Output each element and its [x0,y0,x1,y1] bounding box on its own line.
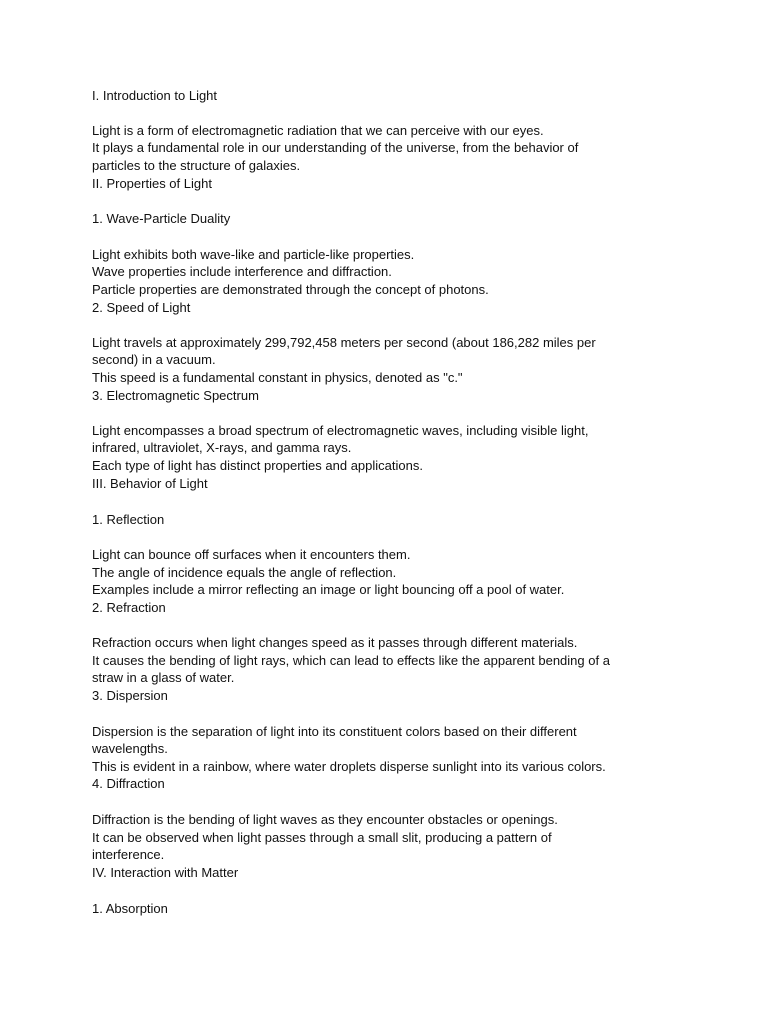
paragraph-line: Light can bounce off surfaces when it encounters them. [92,547,411,562]
paragraph-line: This speed is a fundamental constant in physics, denoted as "c." [92,370,463,385]
paragraph-line: Examples include a mirror reflecting an image or light bouncing off a pool of water. [92,582,565,597]
paragraph-line: Particle properties are demonstrated through the concept of photons. [92,282,489,297]
paragraph-line: The angle of incidence equals the angle of reflection. [92,565,397,580]
subheading-refraction: 2. Refraction [92,600,166,615]
paragraph-line: Wave properties include interference and diffraction. [92,264,392,279]
paragraph-line: second) in a vacuum. [92,352,216,367]
paragraph-line: Refraction occurs when light changes speed as it passes through different materials. [92,635,578,650]
paragraph-line: Dispersion is the separation of light into its constituent colors based on their different [92,724,577,739]
paragraph-line: It can be observed when light passes through a small slit, producing a pattern of [92,830,552,845]
paragraph-line: Diffraction is the bending of light waves as they encounter obstacles or openings. [92,812,558,827]
paragraph-line: interference. [92,847,165,862]
paragraph-line: Light travels at approximately 299,792,458 meters per second (about 186,282 miles per [92,335,596,350]
subheading-reflection: 1. Reflection [92,512,165,527]
heading-behavior: III. Behavior of Light [92,476,208,491]
subheading-absorption: 1. Absorption [92,901,168,916]
paragraph-line: Light exhibits both wave-like and particle-like properties. [92,247,415,262]
subheading-diffraction: 4. Diffraction [92,776,165,791]
paragraph-line: particles to the structure of galaxies. [92,158,301,173]
heading-properties: II. Properties of Light [92,176,212,191]
paragraph-line: It plays a fundamental role in our understanding of the universe, from the behavior of [92,140,579,155]
paragraph-line: Each type of light has distinct properties and applications. [92,458,423,473]
paragraph-line: This is evident in a rainbow, where water droplets disperse sunlight into its various colors. [92,759,606,774]
heading-interaction: IV. Interaction with Matter [92,865,239,880]
paragraph-line: straw in a glass of water. [92,670,235,685]
paragraph-line: wavelengths. [92,741,168,756]
subheading-wave-particle: 1. Wave-Particle Duality [92,211,231,226]
paragraph-line: infrared, ultraviolet, X-rays, and gamma rays. [92,440,352,455]
subheading-em-spectrum: 3. Electromagnetic Spectrum [92,388,259,403]
paragraph-line: Light is a form of electromagnetic radiation that we can perceive with our eyes. [92,123,544,138]
subheading-speed-of-light: 2. Speed of Light [92,300,191,315]
heading-introduction: I. Introduction to Light [92,88,218,103]
paragraph-line: Light encompasses a broad spectrum of electromagnetic waves, including visible light, [92,423,589,438]
subheading-dispersion: 3. Dispersion [92,688,168,703]
paragraph-line: It causes the bending of light rays, which can lead to effects like the apparent bending of a [92,653,610,668]
